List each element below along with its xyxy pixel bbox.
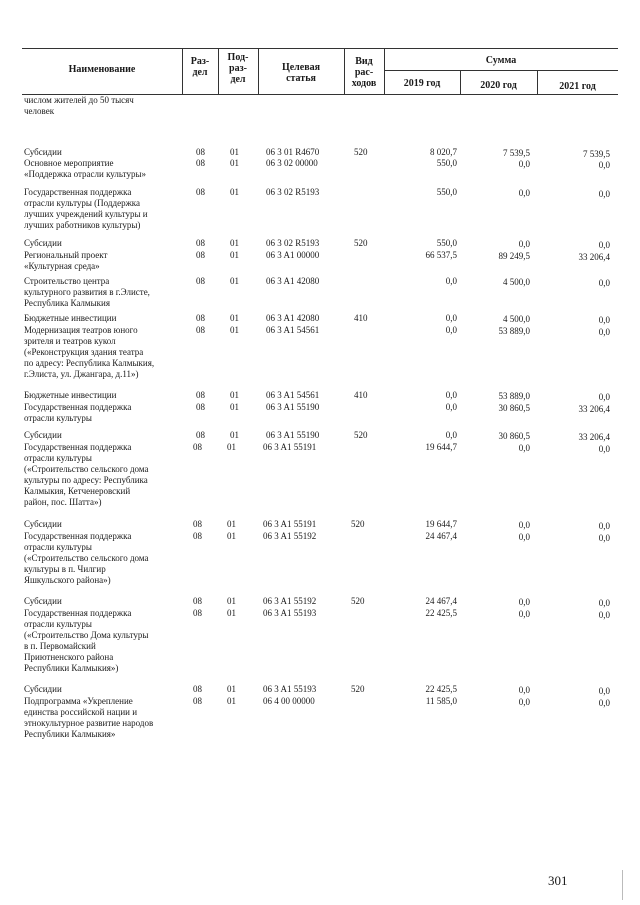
row-podrazdel: 01 [227,696,236,706]
row-razdel: 08 [196,390,205,400]
row-target-article: 06 3 A1 42080 [266,276,320,286]
row-sum-2021: 7 539,5 [583,149,610,159]
row-name: Бюджетные инвестиции [24,313,117,323]
row-target-article: 06 3 02 R5193 [266,187,320,197]
row-target-article: 06 3 A1 55193 [263,608,317,618]
row-name: Государственная поддержка отрасли культуры (Поддержка лучших учреждений культуры и лучших работников культуры) [24,187,148,230]
row-sum-2019: 0,0 [445,390,457,400]
row-sum-2019: 0,0 [445,325,457,335]
row-razdel: 08 [193,596,202,606]
row-sum-2019: 66 537,5 [425,250,457,260]
row-target-article: 06 3 A1 54561 [266,390,320,400]
row-target-article: 06 3 A1 42080 [266,313,320,323]
row-podrazdel: 01 [227,531,236,541]
row-sum-2021: 0,0 [598,240,610,250]
row-target-article: 06 3 A1 55190 [266,430,320,440]
row-vid: 520 [354,147,368,157]
row-name: Субсидии [24,430,62,440]
row-sum-2019: 0,0 [445,313,457,323]
header-2021: 2021 год [559,81,596,92]
row-target-article: 06 3 A1 55192 [263,531,317,541]
row-podrazdel: 01 [230,430,239,440]
row-sum-2019: 22 425,5 [425,608,457,618]
page-number: 301 [548,873,568,888]
row-sum-2019: 19 644,7 [425,442,457,452]
row-name: Субсидии [24,147,62,157]
row-sum-2021: 0,0 [598,521,610,531]
row-razdel: 08 [193,608,202,618]
row-sum-2020: 7 539,5 [503,148,530,158]
row-sum-2019: 11 585,0 [425,696,457,706]
row-razdel: 08 [193,442,202,452]
row-sum-2020: 30 860,5 [498,403,530,413]
row-sum-2020: 0,0 [518,188,530,198]
row-target-article: 06 3 A1 55191 [263,442,317,452]
row-sum-2020: 0,0 [518,159,530,169]
row-sum-2019: 24 467,4 [425,531,457,541]
row-sum-2021: 33 206,4 [578,432,610,442]
row-target-article: 06 3 A1 55193 [263,684,317,694]
row-target-article: 06 3 A1 55192 [263,596,317,606]
row-vid: 520 [354,238,368,248]
row-podrazdel: 01 [230,147,239,157]
header-razdel: Раз- дел [190,56,210,78]
row-sum-2020: 0,0 [518,685,530,695]
row-podrazdel: 01 [230,276,239,286]
row-podrazdel: 01 [230,402,239,412]
row-target-article: 06 3 02 00000 [266,158,318,168]
row-sum-2019: 8 020,7 [430,147,457,157]
row-razdel: 08 [196,147,205,157]
row-target-article: 06 3 A1 54561 [266,325,320,335]
row-vid: 520 [351,596,365,606]
row-sum-2021: 0,0 [598,698,610,708]
row-name: Строительство центра культурного развития в г.Элисте, Республика Калмыкия [24,276,150,308]
row-target-article: 06 3 A1 55191 [263,519,317,529]
row-name: Бюджетные инвестиции [24,390,117,400]
row-razdel: 08 [196,238,205,248]
row-name: Субсидии [24,519,62,529]
header-2019: 2019 год [403,78,441,89]
row-sum-2020: 89 249,5 [498,251,530,261]
row-name: Субсидии [24,684,62,694]
row-sum-2020: 4 500,0 [503,277,530,287]
row-name: Государственная поддержка отрасли культуры («Строительство сельского дома культуры в п. Чилгир Яшкульского района») [24,531,149,585]
row-sum-2020: 0,0 [518,697,530,707]
row-sum-2020: 0,0 [518,609,530,619]
row-sum-2020: 0,0 [518,443,530,453]
row-name: Государственная поддержка отрасли культуры («Строительство Дома культуры в п. Первомайский Приютненского района Республики Калмыкия») [24,608,149,673]
row-name: Государственная поддержка отрасли культуры [24,402,132,423]
row-target-article: 06 3 A1 00000 [266,250,320,260]
row-sum-2019: 0,0 [445,276,457,286]
row-sum-2021: 33 206,4 [578,404,610,414]
row-name: Субсидии [24,238,62,248]
row-vid: 520 [354,430,368,440]
row-name: Государственная поддержка отрасли культуры («Строительство сельского дома культуры по адресу: Республика Калмыкия, Кетченеровский район, пос. Шатта») [24,442,149,507]
row-razdel: 08 [196,325,205,335]
row-sum-2020: 30 860,5 [498,431,530,441]
row-sum-2021: 0,0 [598,189,610,199]
row-podrazdel: 01 [230,158,239,168]
row-target-article: 06 3 A1 55190 [266,402,320,412]
header-top-line [22,48,618,49]
row-sum-2020: 0,0 [518,239,530,249]
row-vid: 410 [354,390,368,400]
row-podrazdel: 01 [230,238,239,248]
row-sum-2019: 0,0 [445,430,457,440]
row-sum-2020: 0,0 [518,532,530,542]
row-podrazdel: 01 [227,608,236,618]
row-vid: 410 [354,313,368,323]
row-razdel: 08 [196,250,205,260]
row-vid: 520 [351,519,365,529]
row-sum-2020: 4 500,0 [503,314,530,324]
row-sum-2020: 0,0 [518,520,530,530]
row-sum-2019: 550,0 [436,158,457,168]
row-razdel: 08 [193,696,202,706]
row-razdel: 08 [196,313,205,323]
row-sum-2021: 0,0 [598,686,610,696]
row-razdel: 08 [193,684,202,694]
row-razdel: 08 [196,187,205,197]
row-sum-2021: 0,0 [598,160,610,170]
row-sum-2021: 0,0 [598,392,610,402]
header-target: Целевая статья [281,62,321,84]
row-podrazdel: 01 [230,250,239,260]
header-name: Наименование [68,64,136,75]
row-podrazdel: 01 [227,596,236,606]
header-2020: 2020 год [480,80,517,91]
row-target-article: 06 3 02 R5193 [266,238,320,248]
row-sum-2019: 0,0 [445,402,457,412]
row-sum-2019: 550,0 [436,187,457,197]
header-vid: Вид рас- ходов [351,56,377,89]
row-razdel: 08 [196,158,205,168]
row-sum-2021: 0,0 [598,278,610,288]
row-sum-2019: 19 644,7 [425,519,457,529]
row-sum-2021: 0,0 [598,444,610,454]
row-podrazdel: 01 [227,442,236,452]
row-target-article: 06 3 01 R4670 [266,147,320,157]
lead-text: числом жителей до 50 тысяч человек [24,95,134,116]
row-sum-2021: 0,0 [598,610,610,620]
row-sum-2021: 0,0 [598,327,610,337]
row-podrazdel: 01 [230,313,239,323]
row-razdel: 08 [196,276,205,286]
row-sum-2019: 550,0 [436,238,457,248]
row-sum-2021: 0,0 [598,598,610,608]
row-sum-2021: 33 206,4 [578,252,610,262]
row-name: Основное мероприятие «Поддержка отрасли культуры» [24,158,147,179]
row-sum-2019: 24 467,4 [425,596,457,606]
row-name: Модернизация театров юного зрителя и театров кукол («Реконструкция здания театра по адресу: Республика Калмыкия, г.Элиста, ул. Джангара, д.11») [24,325,155,379]
row-razdel: 08 [196,430,205,440]
row-sum-2020: 53 889,0 [498,391,530,401]
scan-artifact [622,870,623,900]
row-sum-2021: 0,0 [598,533,610,543]
row-target-article: 06 4 00 00000 [263,696,315,706]
sum-subheader-line [384,70,618,71]
row-vid: 520 [351,684,365,694]
row-name: Субсидии [24,596,62,606]
row-razdel: 08 [193,519,202,529]
header-sum: Сумма [485,55,517,66]
row-sum-2020: 0,0 [518,597,530,607]
row-podrazdel: 01 [230,187,239,197]
row-podrazdel: 01 [227,684,236,694]
row-razdel: 08 [193,531,202,541]
row-name: Региональный проект «Культурная среда» [24,250,108,271]
row-sum-2020: 53 889,0 [498,326,530,336]
row-razdel: 08 [196,402,205,412]
row-podrazdel: 01 [230,325,239,335]
row-sum-2019: 22 425,5 [425,684,457,694]
row-name: Подпрограмма «Укрепление единства российской нации и этнокультурное развитие народов Республики Калмыкия» [24,696,154,739]
row-podrazdel: 01 [230,390,239,400]
row-podrazdel: 01 [227,519,236,529]
header-podrazdel: Под- раз- дел [227,52,249,85]
row-sum-2021: 0,0 [598,315,610,325]
